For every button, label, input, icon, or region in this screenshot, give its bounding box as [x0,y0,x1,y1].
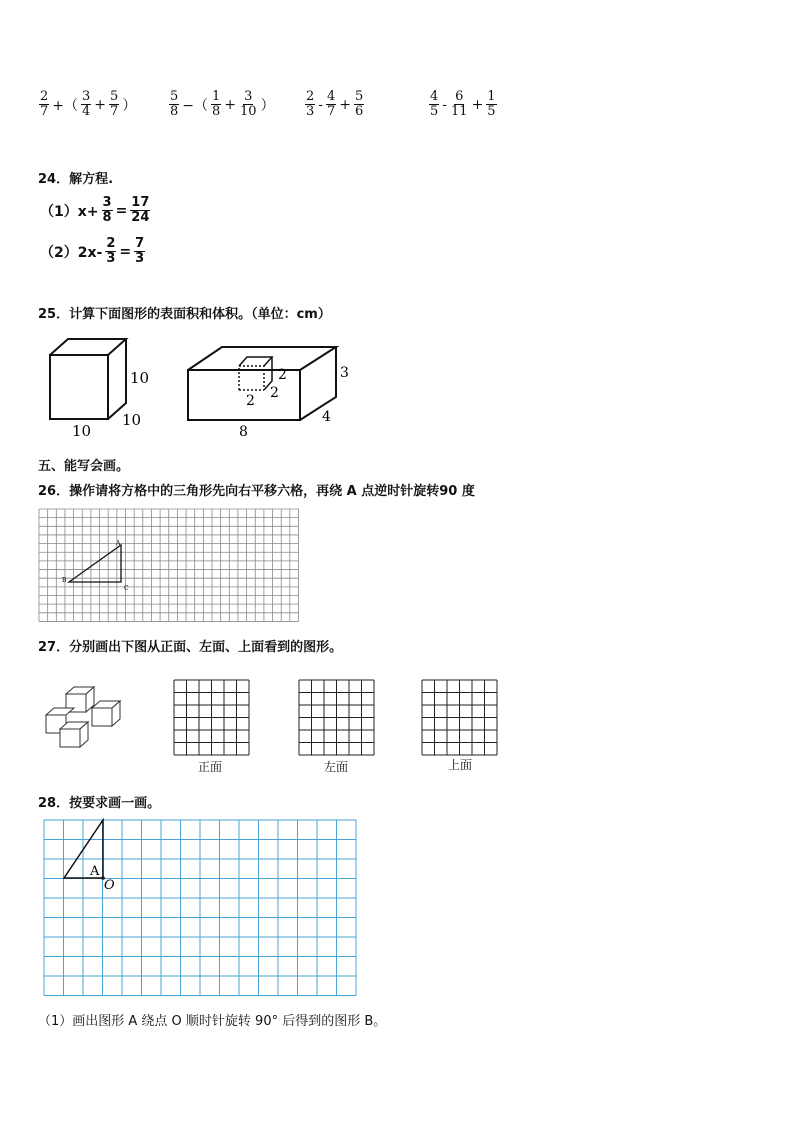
q28-subquestion-1: （1）画出图形 A 绕点 O 顺时针旋转 90° 后得到的图形 B。 [38,1014,387,1029]
q26-point-a: A [116,540,121,547]
q28-title: 28．按要求画一画。 [38,796,161,811]
expression-text: ） [260,97,275,114]
fraction: $\frac{2}{3}$ [306,89,315,119]
fraction: $\frac{5}{8}$ [170,89,179,119]
q27-grid-left [297,678,377,758]
q27-label-top: 上面 [448,758,473,772]
fraction: $\frac{6}{11}$ [451,89,468,119]
expression-text: + [224,96,237,113]
q26-triangle [69,545,121,582]
fraction: $\frac{2}{3}$ [106,236,116,266]
fraction: $\frac{3}{4}$ [82,89,91,119]
q27-grid-front [172,678,252,758]
expression-text: ） [122,97,137,114]
cube-height-label: 10 [130,369,150,387]
expression-text: - [442,96,448,113]
q23-expr-4 [428,90,498,119]
fraction: $\frac{3}{8}$ [102,195,112,225]
fraction: $\frac{2}{7}$ [40,89,49,119]
q27-grid-top [420,678,500,758]
q24-item-1 [38,196,151,225]
q28-label-o: O [104,878,115,893]
q27-label-front: 正面 [198,760,223,774]
q24-item-2 [38,237,146,266]
fraction: $\frac{7}{3}$ [135,236,145,266]
q26-point-c: C [124,585,129,592]
q23-expr-3 [304,90,365,119]
expression-text: −（ [182,97,209,114]
q28-label-a: A [90,864,100,879]
expression-text: + [471,96,484,113]
small-depth-label: 2 [270,385,279,401]
q23-expr-2 [168,90,277,119]
expression-text: （2）2x- [40,244,103,261]
box-depth-label: 4 [322,409,331,425]
q27-cube-stack [42,684,128,750]
q26-title: 26．操作请将方格中的三角形先向右平移六格，再绕 A 点逆时针旋转90 度 [38,484,475,499]
expression-text: = [119,243,132,260]
cube-figure [50,339,126,419]
expression-text: = [115,202,128,219]
q23-expr-1 [38,90,138,119]
fraction: $\frac{17}{24}$ [131,195,150,225]
fraction: $\frac{4}{7}$ [327,89,336,119]
q25-title: 25．计算下面图形的表面积和体积。（单位：cm） [38,307,331,322]
q24-title: 24．解方程. [38,172,114,187]
q27-title: 27．分别画出下图从正面、左面、上面看到的图形。 [38,640,343,655]
q25-figures [40,335,370,445]
fraction: $\frac{1}{5}$ [487,89,496,119]
cube-width-label: 10 [72,422,92,440]
fraction: $\frac{3}{10}$ [240,89,257,119]
expression-text: - [318,96,324,113]
cube-depth-label: 10 [122,411,142,429]
box-width-label: 8 [239,424,248,440]
section-5-heading: 五、能写会画。 [38,459,130,474]
expression-text: + [339,96,352,113]
box-figure [188,347,336,420]
fraction: $\frac{5}{6}$ [355,89,364,119]
box-height-label: 3 [340,365,349,381]
q27-label-left: 左面 [324,760,349,774]
q28-grid [42,818,360,998]
expression-text: （1）x+ [40,203,99,220]
small-width-label: 2 [246,393,255,409]
fraction: $\frac{5}{7}$ [110,89,119,119]
fraction: $\frac{4}{5}$ [430,89,439,119]
q26-grid [38,508,300,622]
small-cube-figure [239,357,272,390]
small-height-label: 2 [278,367,287,383]
fraction: $\frac{1}{8}$ [212,89,221,119]
q26-point-b: B [62,577,67,584]
expression-text: + [94,96,107,113]
expression-text: +（ [52,97,79,114]
